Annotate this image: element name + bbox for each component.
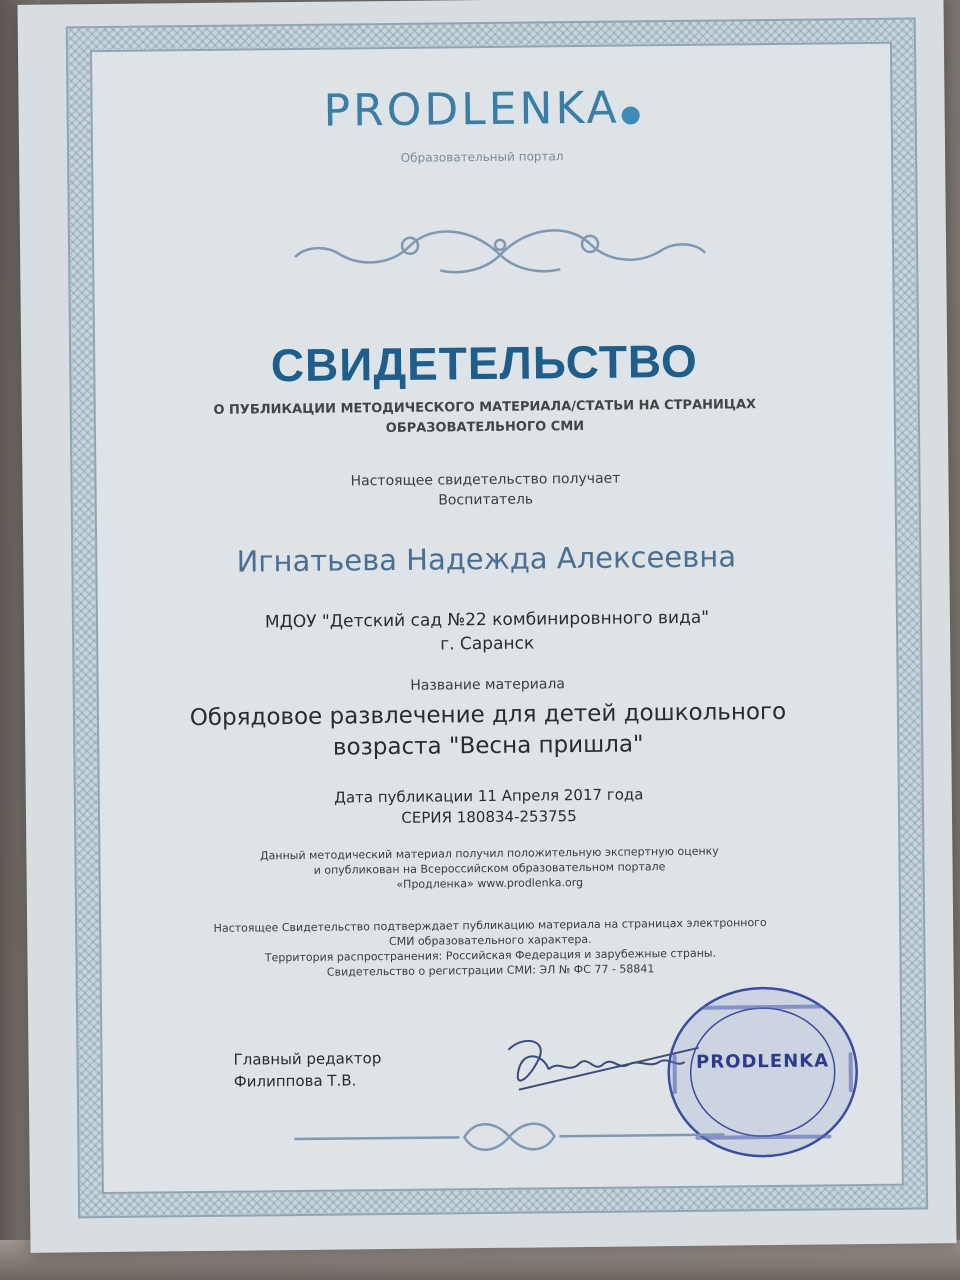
confirm-line-2: СМИ образовательного характера.	[388, 932, 592, 949]
territory-line: Территория распространения: Российская Федерация и зарубежные страны.	[264, 946, 717, 965]
bottom-ornament-icon	[289, 1109, 729, 1164]
logo-org-badge-icon	[622, 106, 640, 124]
prodlenka-logo	[18, 79, 944, 140]
registration-line: Свидетельство о регистрации СМИ: ЭЛ № ФС 77 - 58841	[326, 962, 655, 979]
top-ornament-icon	[290, 213, 711, 287]
evaluation-line-1: Данный методический материал получил положительную экспертную оценку	[259, 844, 719, 863]
organization-name: МДОУ "Детский сад №22 комбинировнного вида"	[264, 607, 710, 633]
evaluation-line-2: и опубликован на Всероссийском образовательном портале	[313, 860, 666, 877]
confirmation-note	[177, 915, 804, 982]
material-title	[175, 697, 802, 766]
recipient-name: Игнатьева Надежда Алексеевна	[236, 539, 737, 579]
material-label: Название материала	[410, 676, 566, 694]
series-number: СЕРИЯ 180834-253755	[401, 807, 577, 827]
material-title-line-2: возраста "Весна пришла"	[332, 731, 644, 761]
logo-tagline: Образовательный портал	[400, 149, 564, 165]
editor-name: Филиппова Т.В.	[233, 1071, 357, 1091]
publication-date: Дата публикации 11 Апреля 2017 года	[334, 785, 644, 807]
receives-text: Настоящее свидетельство получает	[350, 470, 621, 490]
stamp-logo: PRODLENKA	[695, 1050, 830, 1073]
subtitle-line-2: ОБРАЗОВАТЕЛЬНОГО СМИ	[385, 418, 585, 437]
confirm-line-1: Настоящее Свидетельство подтверждает публикацию материала на страницах электронного	[213, 916, 767, 935]
position-text: Воспитатель	[438, 491, 534, 509]
evaluation-note	[226, 843, 752, 894]
logo-text: PRODLENKA	[323, 82, 620, 137]
subtitle-line-1: О ПУБЛИКАЦИИ МЕТОДИЧЕСКОГО МАТЕРИАЛА/СТАТЬИ НА СТРАНИЦАХ	[213, 397, 757, 418]
material-title-line-1: Обрядовое развлечение для детей дошкольного	[189, 698, 787, 732]
certificate-sheet	[17, 0, 956, 1253]
certificate-subtitle	[192, 395, 778, 441]
certificate-title: СВИДЕТЕЛЬСТВО	[270, 334, 699, 392]
editor-signoff	[233, 1047, 381, 1093]
evaluation-line-3: «Продленка» www.prodlenka.org	[396, 876, 584, 891]
organization-block	[24, 603, 950, 661]
city-name: г. Саранск	[440, 633, 535, 655]
editor-role: Главный редактор	[233, 1049, 382, 1069]
